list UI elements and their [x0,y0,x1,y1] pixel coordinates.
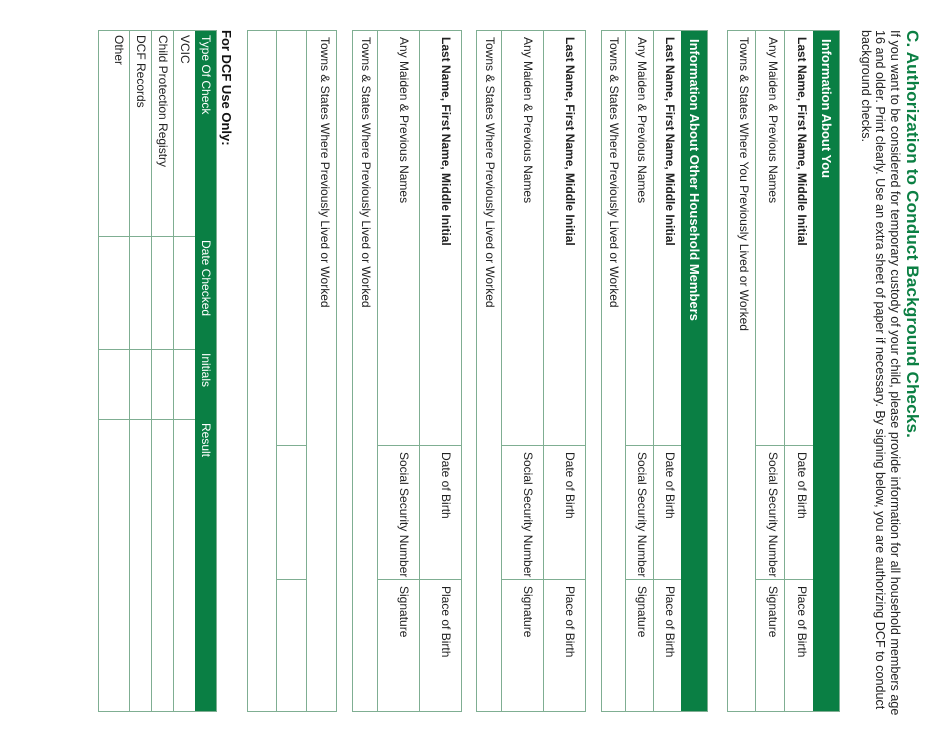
member-1-signature-field[interactable]: Signature [626,579,653,711]
member-2-towns-field[interactable]: Towns & States Where Previously Lived or Worked [483,37,497,308]
household-member-2-row-3 [477,31,501,711]
dob-field[interactable]: Date of Birth [785,445,813,579]
member-3-towns-field[interactable]: Towns & States Where Previously Lived or Worked [359,37,373,308]
about-you-row-1 [784,31,813,711]
dcf-row-label: Child Protection Registry [156,35,170,168]
dcf-table-header [195,31,216,711]
dcf-row-label: VCIC [178,35,192,64]
household-member-1-row-3 [602,31,625,711]
member-3-ssn-field[interactable]: Social Security Number [378,445,419,579]
household-member-1-row-1 [653,31,681,711]
member-2-signature-field[interactable]: Signature [502,579,543,711]
about-you-block [727,30,840,712]
household-member-2-row-2 [501,31,543,711]
dcf-row-vcic [173,31,195,711]
dcf-row-child-protection-registry [151,31,173,711]
member-4-signature-field[interactable] [277,579,306,711]
member-1-ssn-field[interactable]: Social Security Number [626,445,653,579]
household-member-2-block [476,30,586,712]
household-member-3-block [352,30,462,712]
household-member-4-row-3 [248,31,276,711]
member-1-towns-field[interactable]: Towns & States Where Previously Lived or Worked [607,37,621,308]
signature-field[interactable]: Signature [756,579,784,711]
dcf-divider [99,349,195,350]
dcf-divider [99,236,195,237]
member-1-dob-field[interactable]: Date of Birth [654,445,681,579]
household-member-3-row-1 [419,31,461,711]
household-member-4-row-1 [306,31,336,711]
member-3-pob-field[interactable]: Place of Birth [420,579,461,711]
member-3-dob-field[interactable]: Date of Birth [420,445,461,579]
ssn-field[interactable]: Social Security Number [756,445,784,579]
about-you-header: Information About You [813,31,839,711]
dcf-row-other [107,31,129,711]
member-2-pob-field[interactable]: Place of Birth [544,579,585,711]
member-3-signature-field[interactable]: Signature [378,579,419,711]
pob-field[interactable]: Place of Birth [785,579,813,711]
household-member-1-row-2 [625,31,653,711]
dcf-divider [99,419,195,420]
household-header: Information About Other Household Members [681,31,707,711]
member-2-ssn-field[interactable]: Social Security Number [502,445,543,579]
household-member-3-row-2 [377,31,419,711]
maiden-names-field[interactable]: Any Maiden & Previous Names [766,37,780,204]
dcf-row-label: Other [112,35,126,66]
household-member-2-row-1 [543,31,585,711]
member-3-maiden-field[interactable]: Any Maiden & Previous Names [397,37,411,204]
col-type-of-check: Type Of Check [199,35,213,115]
member-3-name-field[interactable]: Last Name, First Name, Middle Initial [439,37,453,246]
col-initials: Initials [199,353,213,388]
col-result: Result [199,423,213,458]
household-block [601,30,708,712]
member-4-extra-field[interactable] [248,31,276,711]
member-4-ssn-field[interactable] [277,445,306,579]
dcf-row-dcf-records [129,31,151,711]
about-you-row-3 [728,31,755,711]
dcf-use-table [98,30,217,712]
member-4-maiden-field[interactable] [277,31,306,445]
towns-field[interactable]: Towns & States Where You Previously Lived or Worked [737,37,751,331]
section-intro: If you want to be considered for temporary custody of your child, please provide information for all household members age 16 and older. Print clearly. Use an extra sheet of paper if necessary. By signing below, you are authorizing DCF to conduct background checks. [859,30,902,716]
member-1-maiden-field[interactable]: Any Maiden & Previous Names [635,37,649,204]
dcf-use-heading: For DCF Use Only: [219,30,234,146]
member-2-dob-field[interactable]: Date of Birth [544,445,585,579]
about-you-row-2 [755,31,784,711]
member-1-pob-field[interactable]: Place of Birth [654,579,681,711]
household-member-4-row-2 [276,31,306,711]
member-2-maiden-field[interactable]: Any Maiden & Previous Names [521,37,535,204]
household-member-3-row-3 [353,31,377,711]
household-member-4-block [247,30,337,712]
member-1-name-field[interactable]: Last Name, First Name, Middle Initial [663,37,677,246]
member-4-towns-field[interactable]: Towns & States Where Previously Lived or Worked [318,37,332,308]
name-field[interactable]: Last Name, First Name, Middle Initial [795,37,809,246]
member-2-name-field[interactable]: Last Name, First Name, Middle Initial [563,37,577,246]
section-title: C. Authorization to Conduct Background Checks. [903,30,922,439]
dcf-row-label: DCF Records [134,35,148,108]
col-date-checked: Date Checked [199,240,213,317]
